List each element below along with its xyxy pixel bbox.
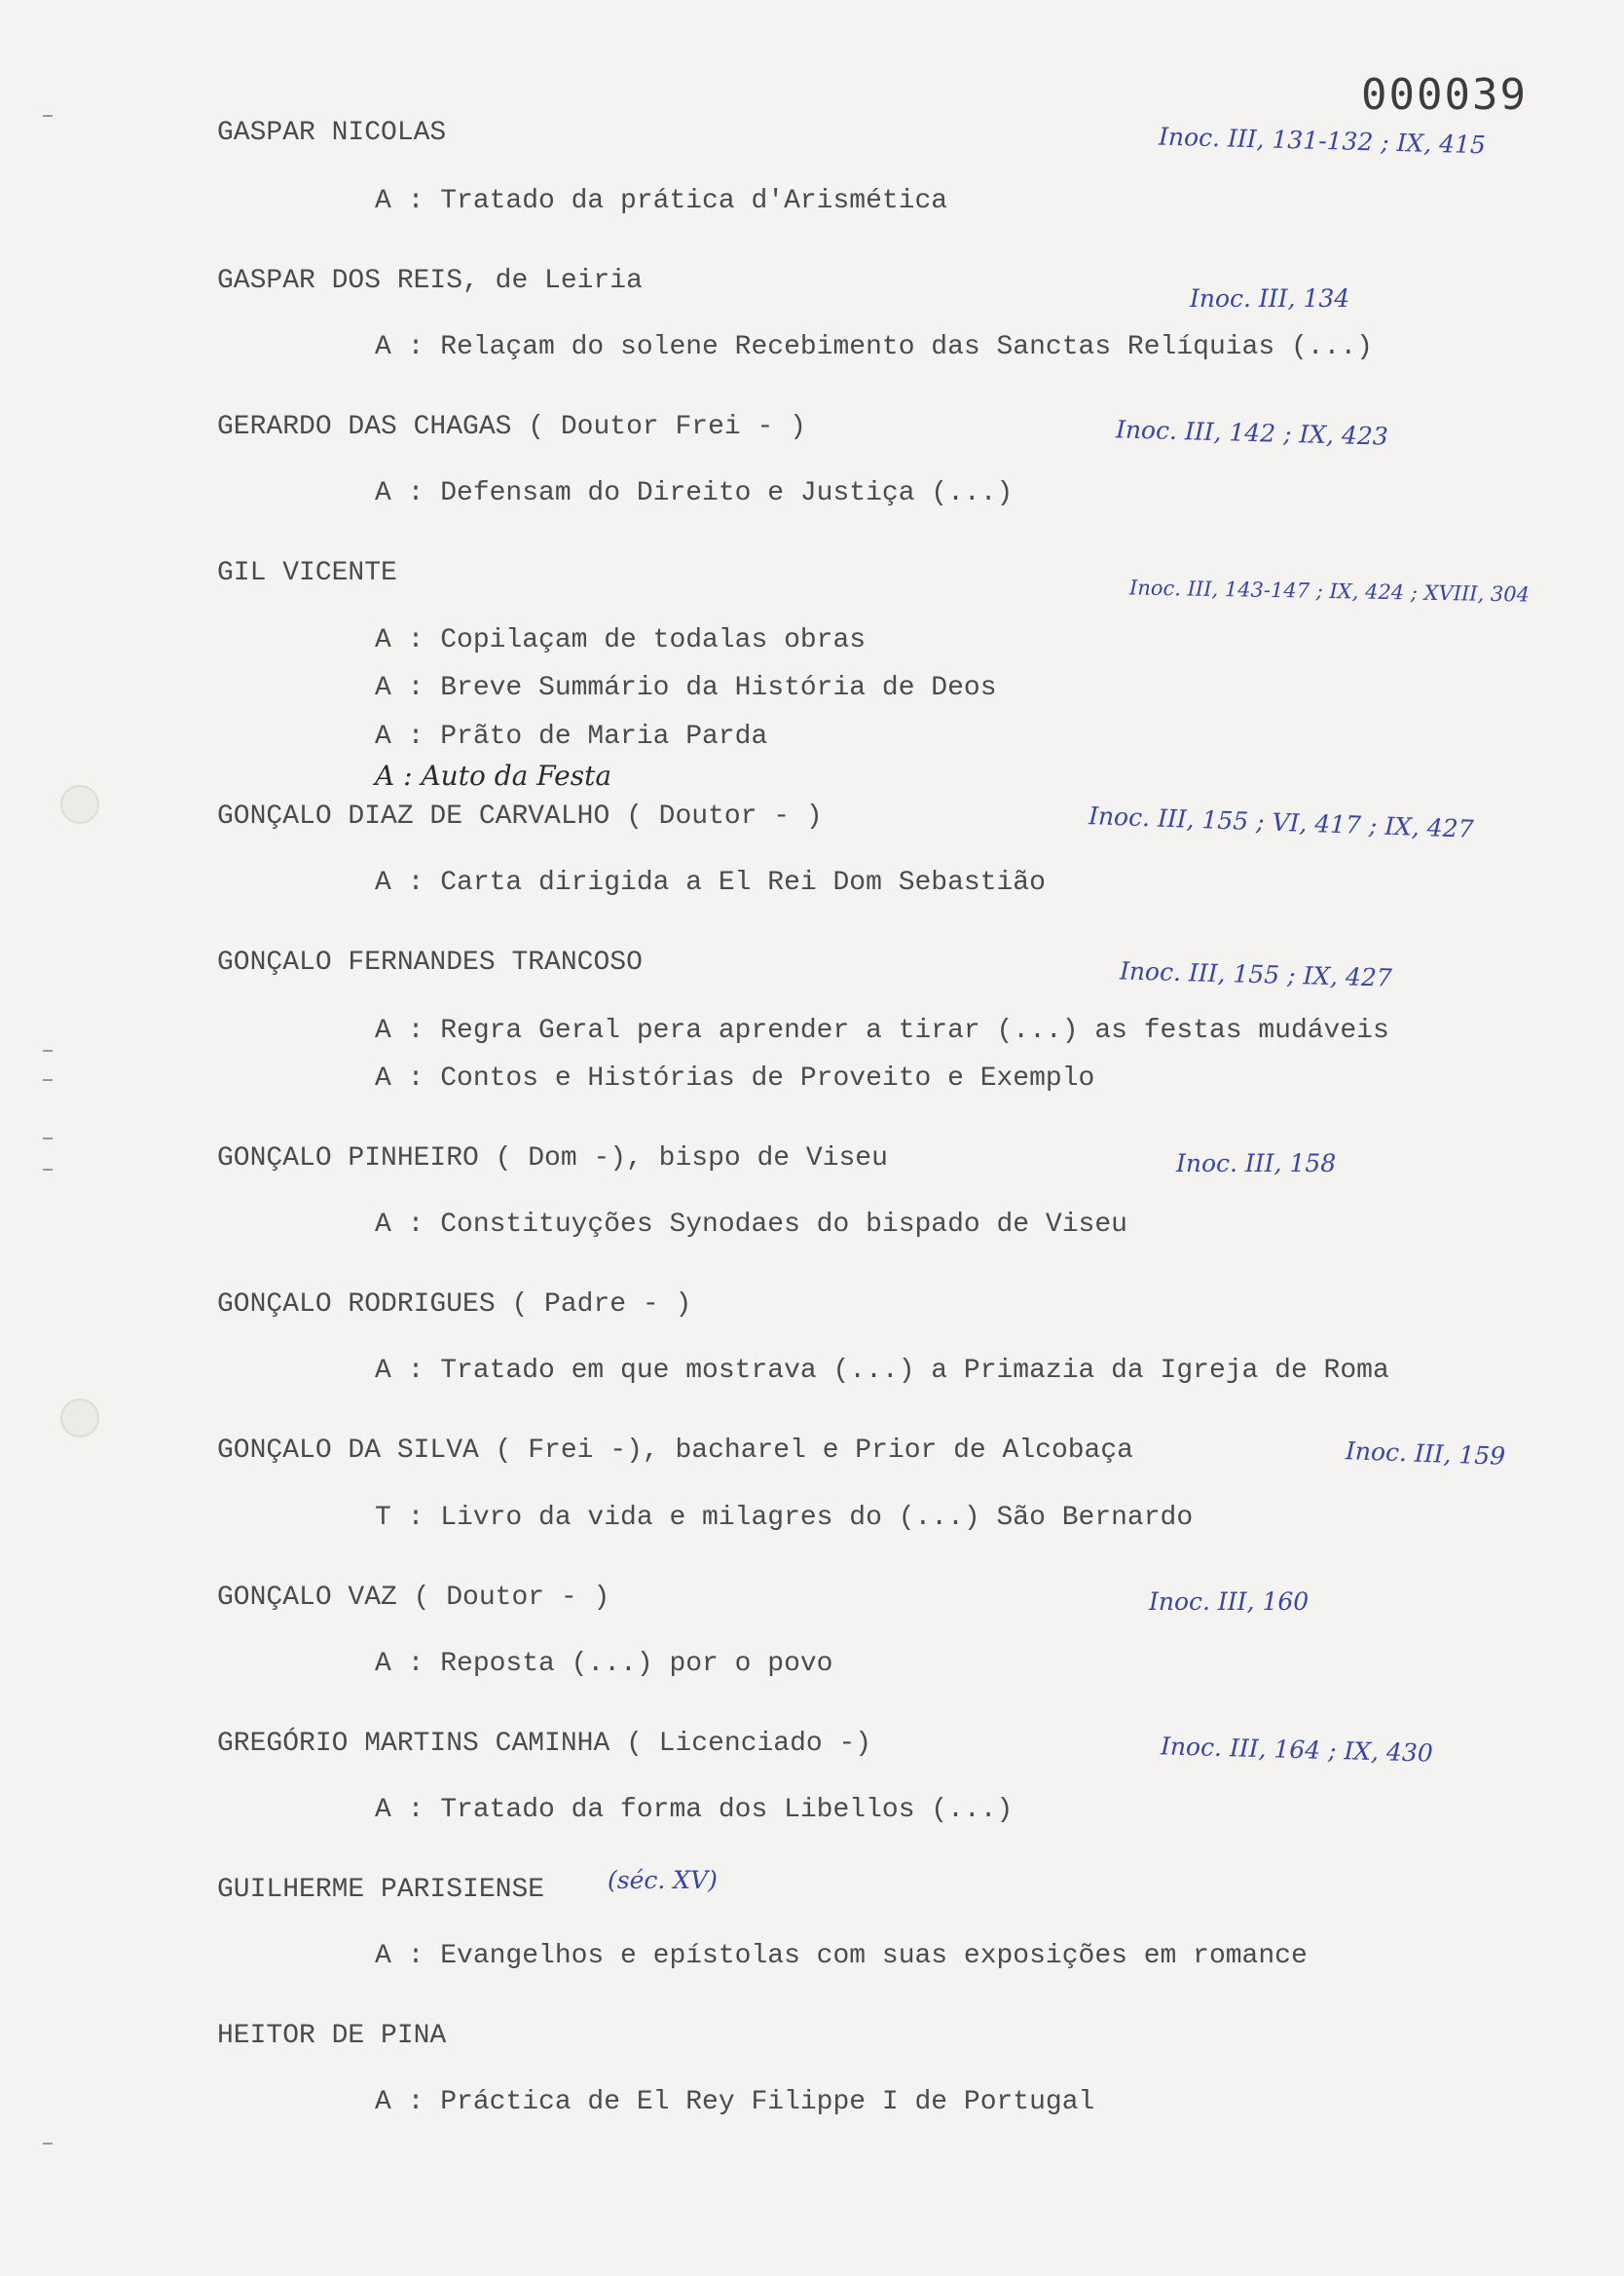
edge-mark (43, 1138, 53, 1139)
author-heading: GONÇALO DA SILVA ( Frei -), bacharel e Prior de Alcobaça (217, 1436, 1133, 1466)
handwritten-reference: Inoc. III, 131-132 ; IX, 415 (1158, 122, 1487, 160)
author-heading: HEITOR DE PINA (217, 2021, 447, 2051)
handwritten-reference: Inoc. III, 142 ; IX, 423 (1115, 415, 1389, 451)
handwritten-reference: Inoc. III, 155 ; VI, 417 ; IX, 427 (1088, 802, 1475, 843)
author-heading: GONÇALO FERNANDES TRANCOSO (217, 948, 643, 978)
author-heading: GONÇALO PINHEIRO ( Dom -), bispo de Viseu (217, 1143, 888, 1174)
author-heading: GREGÓRIO MARTINS CAMINHA ( Licenciado -) (217, 1729, 872, 1759)
edge-mark (43, 1050, 53, 1052)
handwritten-reference: (séc. XV) (608, 1866, 718, 1894)
work-entry: A : Evangelhos e epístolas com suas exposições em romance (375, 1941, 1308, 1971)
edge-mark (43, 2143, 53, 2145)
author-heading: GONÇALO RODRIGUES ( Padre - ) (217, 1289, 692, 1320)
work-entry: A : Tratado da prática d'Arismética (375, 186, 948, 216)
work-entry: A : Tratado em que mostrava (...) a Primazia da Igreja de Roma (375, 1356, 1389, 1386)
handwritten-reference: Inoc. III, 159 (1345, 1436, 1506, 1471)
punch-hole-top (60, 785, 99, 824)
edge-mark (43, 115, 53, 117)
handwritten-reference: Inoc. III, 164 ; IX, 430 (1160, 1732, 1434, 1768)
work-entry: A : Defensam do Direito e Justiça (...) (375, 478, 1014, 508)
handwritten-work-entry: A : Auto da Festa (375, 760, 612, 792)
handwritten-reference: Inoc. III, 143-147 ; IX, 424 ; XVIII, 304 (1128, 576, 1531, 607)
edge-mark (43, 1169, 53, 1171)
author-heading: GONÇALO VAZ ( Doutor - ) (217, 1583, 610, 1613)
handwritten-reference: Inoc. III, 160 (1149, 1587, 1310, 1616)
work-entry: A : Tratado da forma dos Libellos (...) (375, 1795, 1014, 1825)
handwritten-reference: Inoc. III, 158 (1176, 1149, 1337, 1177)
work-entry: A : Carta dirigida a El Rei Dom Sebastião (375, 868, 1046, 898)
handwritten-reference: Inoc. III, 134 (1190, 284, 1350, 313)
work-entry: A : Contos e Histórias de Proveito e Exemplo (375, 1063, 1095, 1094)
work-entry: A : Regra Geral pera aprender a tirar (...) as festas mudáveis (375, 1016, 1389, 1046)
work-entry: A : Relaçam do solene Recebimento das Sanctas Relíquias (...) (375, 332, 1373, 362)
author-heading: GASPAR DOS REIS, de Leiria (217, 266, 643, 296)
work-entry: A : Copilaçam de todalas obras (375, 625, 867, 655)
author-heading: GIL VICENTE (217, 558, 397, 588)
handwritten-reference: Inoc. III, 155 ; IX, 427 (1119, 956, 1393, 992)
work-entry: A : Prãto de Maria Parda (375, 722, 768, 752)
work-entry: A : Constituyções Synodaes do bispado de Viseu (375, 1210, 1127, 1240)
work-entry: A : Breve Summário da História de Deos (375, 673, 997, 703)
edge-mark (43, 1079, 53, 1081)
author-heading: GUILHERME PARISIENSE (217, 1875, 545, 1905)
work-entry: A : Reposta (...) por o povo (375, 1649, 833, 1679)
page-number: 000039 (1361, 70, 1528, 120)
author-heading: GASPAR NICOLAS (217, 118, 447, 148)
author-heading: GONÇALO DIAZ DE CARVALHO ( Doutor - ) (217, 802, 823, 832)
punch-hole-bottom (60, 1399, 99, 1437)
work-entry: T : Livro da vida e milagres do (...) São Bernardo (375, 1503, 1194, 1533)
work-entry: A : Práctica de El Rey Filippe I de Portugal (375, 2087, 1095, 2117)
author-heading: GERARDO DAS CHAGAS ( Doutor Frei - ) (217, 412, 806, 442)
